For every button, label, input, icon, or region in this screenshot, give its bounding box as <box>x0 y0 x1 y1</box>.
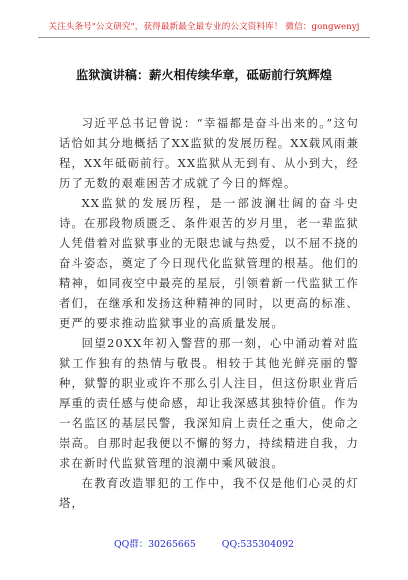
footer-qq-group: QQ群：30265665 <box>113 539 196 550</box>
paragraph: XX监狱的发展历程，是一部波澜壮阔的奋斗史诗。在那段物质匮乏、条件艰苦的岁月里，老一辈监狱人凭借着对监狱事业的无限忠诚与热爱，以不屈不挠的奋斗姿态，奠定了今日现代化监狱管理的根基。他们的精神，如同夜空中最亮的星辰，引领着新一代监狱工作者们，在继承和发扬这种精神的同时，以更高的标准、更严的要求推动监狱事业的高质量发展。 <box>59 197 359 330</box>
footer-qq: QQ:535304092 <box>221 539 295 550</box>
header-promo-note: 关注头条号"公文研究"，获得最新最全最专业的公文资料库！ 微信：gongwenyj <box>48 22 360 32</box>
paragraph: 回望20XX年初入警营的那一刻，心中涌动着对监狱工作独有的热情与敬畏。相较于其他光鲜亮丽的警种，狱警的职业或许不那么引人注目，但这份职业背后厚重的责任感与使命感，却让我深感其独特价值。作为一名监区的基层民警，我深知肩上责任之重大，使命之崇高。自那时起我便以不懈的努力，持续精进自我，力求在新时代监狱管理的浪潮中乘风破浪。 <box>59 337 359 470</box>
header-divider <box>38 37 370 38</box>
paragraph: 在教育改造罪犯的工作中，我不仅是他们心灵的灯塔， <box>59 477 359 510</box>
document-title: 监狱演讲稿：薪火相传续华章，砥砺前行筑辉煌 <box>76 68 332 82</box>
paragraph: 习近平总书记曾说：“幸福都是奋斗出来的。”这句话恰如其分地概括了XX监狱的发展历程。XX载风雨兼程，XX年砥砺前行。XX监狱从无到有、从小到大，经历了无数的艰难困苦才成就了今日的辉煌。 <box>59 117 359 190</box>
document-body <box>59 114 359 514</box>
footer-contact <box>0 536 408 550</box>
